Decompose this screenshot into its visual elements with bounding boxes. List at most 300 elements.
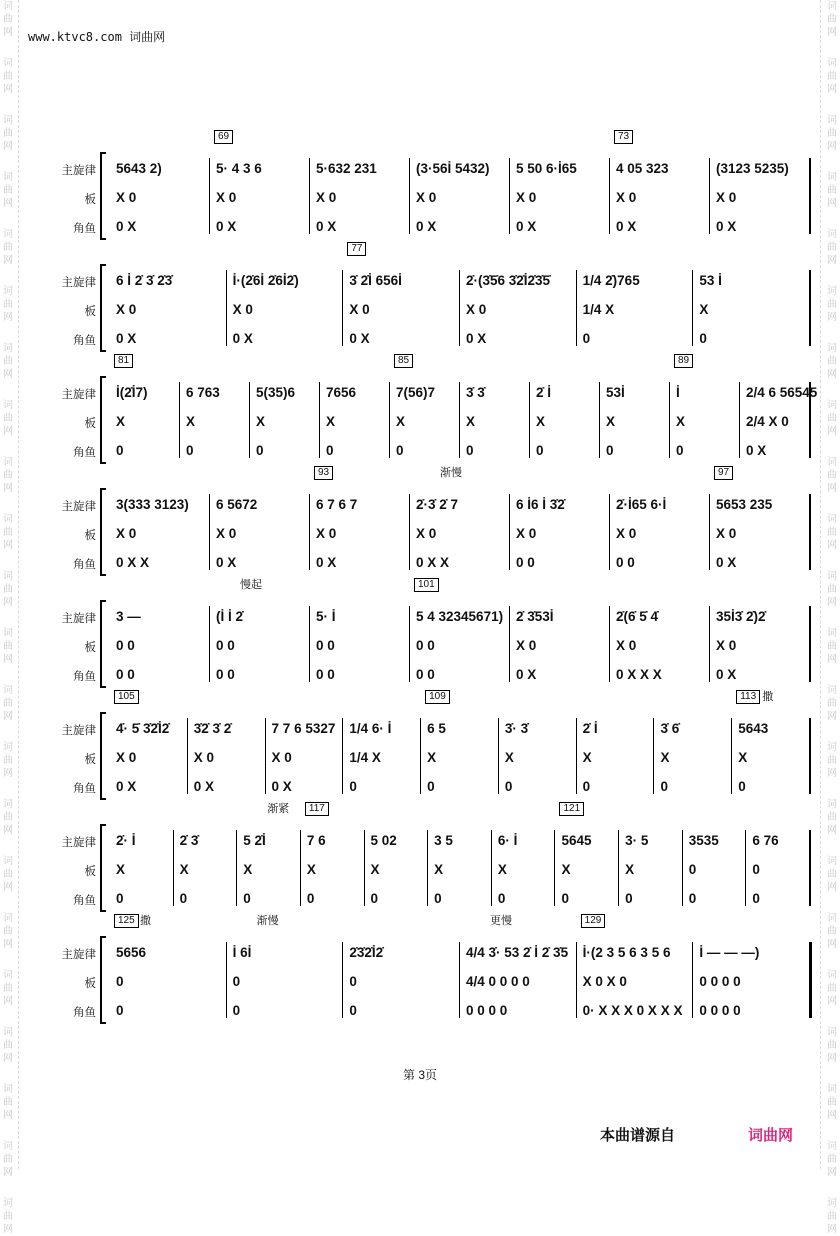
part-label: 板 xyxy=(84,866,96,878)
measure-cell: 6 7 6 7 xyxy=(316,497,358,512)
measure-cell: 4̇· 5̇ 3̇2̇İ2̇ xyxy=(116,721,170,736)
barline xyxy=(509,158,510,234)
measure-cell: 0 xyxy=(179,891,188,906)
measure-cell: 0 xyxy=(349,974,357,989)
measure-cell: 0 X xyxy=(716,667,737,682)
system-brace xyxy=(100,712,106,800)
part-label: 板 xyxy=(84,306,96,318)
measure-cell: 0 0 xyxy=(416,667,435,682)
measure-cell: (3123 5235) xyxy=(716,161,789,176)
measure-cell: X xyxy=(179,862,189,877)
measure-cell: 2̇·3̇ 2̇ 7 xyxy=(416,497,459,512)
measure-cell: X xyxy=(497,862,507,877)
measure-cell: 0 X xyxy=(316,219,337,234)
system-measures xyxy=(112,467,773,574)
part-label: 角鱼 xyxy=(73,671,96,683)
measure-cell: İ(2̇İ7) xyxy=(116,385,148,400)
measure-cell: 6 763 xyxy=(186,385,220,400)
measure-number: 109 xyxy=(425,690,450,704)
measure-cell: 7(56)7 xyxy=(396,385,436,400)
measure-cell: İ·(2 3 5 6 3 5 6 xyxy=(582,945,671,960)
measure-cell: 0 X X xyxy=(416,555,450,570)
measure-cell: 6· İ xyxy=(497,833,518,848)
measure-cell: 0 X xyxy=(271,779,292,794)
watermark-text: 词曲网 xyxy=(827,1198,837,1235)
barline xyxy=(529,382,530,458)
barline xyxy=(731,718,732,794)
measure-cell: 5643 2) xyxy=(116,161,162,176)
watermark-text: 词曲网 xyxy=(827,856,837,893)
measure-number: 89 xyxy=(674,354,693,368)
measure-cell: 3̇· 3̇ xyxy=(504,721,529,736)
watermark-text: 词曲网 xyxy=(3,685,13,722)
system-brace xyxy=(100,824,106,912)
part-label: 主旋律 xyxy=(61,949,96,961)
system-measures xyxy=(112,915,770,1022)
system-measures xyxy=(112,803,779,910)
part-label: 主旋律 xyxy=(61,501,96,513)
measure-cell: 6 5672 xyxy=(216,497,258,512)
measure-cell: 35İ3̇ 2̇)2̇ xyxy=(716,609,766,624)
watermark-text: 词曲网 xyxy=(3,58,13,95)
measure-cell: X xyxy=(116,862,126,877)
measure-cell: 0 xyxy=(434,891,442,906)
measure-cell: 0 xyxy=(660,779,668,794)
part-label: 板 xyxy=(84,194,96,206)
measure-cell: X 0 xyxy=(116,750,137,765)
measure-cell: 2̇ İ xyxy=(582,721,598,736)
measure-cell: X 0 xyxy=(349,302,370,317)
barline xyxy=(226,942,227,1018)
watermark-text: 词曲网 xyxy=(827,685,837,722)
barline xyxy=(409,494,410,570)
part-label: 角鱼 xyxy=(73,335,96,347)
measure-number: 125 xyxy=(114,914,139,928)
measure-cell: X 0 xyxy=(216,526,237,541)
watermark-text: 词曲网 xyxy=(827,514,837,551)
barline xyxy=(226,270,227,346)
measure-cell: 2̇(6̇ 5̇ 4̇ xyxy=(616,609,659,624)
measure-cell: 3(333 3123) xyxy=(116,497,189,512)
watermark-text: 词曲网 xyxy=(3,514,13,551)
measure-cell: X xyxy=(582,750,592,765)
measure-cell: 6 İ 2̇ 3̇ 2̇3̇ xyxy=(116,273,173,288)
measure-cell: X 0 xyxy=(271,750,292,765)
measure-cell: X 0 xyxy=(116,190,137,205)
measure-cell: 53İ xyxy=(606,385,625,400)
measure-number: 77 xyxy=(347,242,366,256)
part-label: 主旋律 xyxy=(61,725,96,737)
measure-cell: 0 xyxy=(688,862,697,877)
measure-cell: 6 76 xyxy=(752,833,779,848)
measure-cell: 5 2̇İ xyxy=(243,833,266,848)
system-brace xyxy=(100,936,106,1024)
measure-cell: X 0 xyxy=(516,190,537,205)
measure-cell: 0 0 xyxy=(416,638,435,653)
barline xyxy=(809,830,811,906)
barline xyxy=(709,158,710,234)
measure-cell: X xyxy=(243,862,253,877)
measure-cell: 1/4 X xyxy=(582,302,615,317)
part-label: 板 xyxy=(84,978,96,990)
page-number: 第 3页 xyxy=(402,1068,437,1082)
measure-cell: 0 0 xyxy=(216,667,235,682)
watermark-text: 词曲网 xyxy=(827,1141,837,1178)
measure-cell: 0 0 0 0 xyxy=(466,1003,508,1018)
left-watermark-strip xyxy=(0,0,16,1235)
watermark-text: 词曲网 xyxy=(827,628,837,665)
measure-cell: 0 xyxy=(582,779,591,794)
barline xyxy=(209,158,210,234)
measure-cell: 0 xyxy=(625,891,633,906)
barline xyxy=(342,270,343,346)
watermark-text: 词曲网 xyxy=(827,400,837,437)
part-label: 角鱼 xyxy=(73,895,96,907)
measure-cell: X xyxy=(256,414,266,429)
watermark-text: 词曲网 xyxy=(827,457,837,494)
system-measures xyxy=(112,579,770,686)
watermark-text: 词曲网 xyxy=(3,799,13,836)
measure-cell: (3·56İ 5432) xyxy=(416,161,490,176)
measure-cell: X xyxy=(396,414,406,429)
barline xyxy=(409,158,410,234)
barline xyxy=(669,382,670,458)
measure-cell: 0 xyxy=(396,443,404,458)
part-label: 板 xyxy=(84,754,96,766)
barline xyxy=(427,830,428,906)
measure-cell: X xyxy=(738,750,748,765)
watermark-text: 词曲网 xyxy=(3,913,13,950)
barline xyxy=(739,382,740,458)
system-brace xyxy=(100,600,106,688)
measure-cell: X 0 xyxy=(616,638,637,653)
watermark-text: 词曲网 xyxy=(3,457,13,494)
measure-cell: X xyxy=(186,414,196,429)
source-brand-link[interactable]: 词曲网 xyxy=(748,1127,794,1144)
system-measures xyxy=(112,131,789,238)
part-label: 板 xyxy=(84,418,96,430)
measure-cell: 0 xyxy=(466,443,474,458)
measure-cell: 2̇ 3̇53İ xyxy=(516,609,554,624)
measure-cell: X xyxy=(326,414,336,429)
measure-cell: 2̇· İ xyxy=(116,833,136,848)
measure-cell: 5(35)6 xyxy=(256,385,296,400)
measure-number: 117 xyxy=(305,802,329,816)
measure-cell: 0 0 xyxy=(516,555,535,570)
barline xyxy=(692,270,693,346)
watermark-text: 词曲网 xyxy=(3,115,13,152)
barline xyxy=(420,718,421,794)
part-label: 板 xyxy=(84,530,96,542)
measure-cell: X xyxy=(466,414,476,429)
watermark-text: 词曲网 xyxy=(827,343,837,380)
score-system xyxy=(50,243,770,350)
barline xyxy=(342,942,343,1018)
barline xyxy=(209,606,210,682)
part-label: 角鱼 xyxy=(73,783,96,795)
watermark-text: 词曲网 xyxy=(3,628,13,665)
tempo-mark: 更慢 xyxy=(490,915,512,927)
watermark-text: 词曲网 xyxy=(827,286,837,323)
watermark-text: 词曲网 xyxy=(827,229,837,266)
measure-cell: 0 xyxy=(349,779,357,794)
measure-cell: X 0 xyxy=(716,638,737,653)
measure-cell: 3̇ 2̇İ 656İ xyxy=(349,273,402,288)
measure-cell: 0 xyxy=(326,443,334,458)
measure-cell: X 0 xyxy=(466,302,487,317)
barline xyxy=(187,718,188,794)
measure-cell: 0 X xyxy=(716,555,737,570)
part-label: 角鱼 xyxy=(73,559,96,571)
measure-cell: 0 X xyxy=(416,219,437,234)
barline xyxy=(509,606,510,682)
measure-cell: 1/4 6· İ xyxy=(349,721,392,736)
right-dashed-rule xyxy=(820,0,821,1169)
barline xyxy=(692,942,693,1018)
part-label: 主旋律 xyxy=(61,165,96,177)
measure-cell: 0 X xyxy=(516,219,537,234)
measure-cell: 0 X xyxy=(216,555,237,570)
measure-cell: 2/4 X 0 xyxy=(746,414,789,429)
watermark-text: 词曲网 xyxy=(827,571,837,608)
barline xyxy=(236,830,237,906)
measure-cell: X 0 xyxy=(416,190,437,205)
measure-cell: X 0 xyxy=(216,190,237,205)
barline xyxy=(609,494,610,570)
measure-cell: 0 xyxy=(606,443,614,458)
measure-cell: 4 05 323 xyxy=(616,161,669,176)
measure-cell: 0 X xyxy=(193,779,215,794)
tempo-mark: 渐慢 xyxy=(256,915,279,927)
barline xyxy=(682,830,683,906)
watermark-text: 词曲网 xyxy=(827,799,837,836)
watermark-text: 词曲网 xyxy=(3,1198,13,1235)
measure-cell: X xyxy=(676,414,686,429)
measure-cell: 2/4 6 56545 xyxy=(746,385,818,400)
measure-cell: 5643 xyxy=(738,721,769,736)
score-system xyxy=(50,579,770,686)
part-label: 板 xyxy=(84,642,96,654)
measure-cell: 0 xyxy=(256,443,264,458)
measure-cell: X 0 xyxy=(316,190,337,205)
watermark-text: 词曲网 xyxy=(3,970,13,1007)
part-label: 角鱼 xyxy=(73,1007,96,1019)
score-system xyxy=(50,467,773,574)
barline xyxy=(209,494,210,570)
measure-cell: 5·632 231 xyxy=(316,161,377,176)
system-brace xyxy=(100,488,106,576)
measure-cell: 0 X xyxy=(232,331,253,346)
measure-cell: 0 X xyxy=(466,331,487,346)
measure-number: 121 xyxy=(559,802,584,816)
barline xyxy=(249,382,250,458)
barline xyxy=(709,606,710,682)
measure-cell: X 0 xyxy=(516,526,537,541)
measure-cell: 0 xyxy=(699,331,707,346)
measure-cell: 0 xyxy=(752,862,760,877)
measure-cell: 0 xyxy=(504,779,513,794)
measure-cell: 0 0 xyxy=(616,555,635,570)
watermark-text: 词曲网 xyxy=(827,172,837,209)
part-label: 主旋律 xyxy=(61,613,96,625)
measure-cell: 3̇ 6̇ xyxy=(660,721,680,736)
measure-cell: 0 0 xyxy=(216,638,235,653)
measure-cell: 0 X X xyxy=(116,555,150,570)
barline xyxy=(309,494,310,570)
system-brace xyxy=(100,376,106,464)
barline xyxy=(709,494,710,570)
measure-cell: 0 xyxy=(349,1003,357,1018)
tempo-mark: 撒 xyxy=(140,915,151,927)
measure-cell: 0 X X X xyxy=(616,667,662,682)
barline xyxy=(459,270,460,346)
measure-cell: 0 xyxy=(370,891,379,906)
watermark-text: 词曲网 xyxy=(3,172,13,209)
barline xyxy=(809,942,812,1018)
watermark-text: 词曲网 xyxy=(3,1141,13,1178)
barline xyxy=(459,942,460,1018)
measure-cell: 0 0 xyxy=(116,667,135,682)
measure-cell: X xyxy=(699,302,709,317)
measure-cell: 2̇ İ xyxy=(536,385,552,400)
measure-cell: 3̇ 3̇ xyxy=(466,385,485,400)
barline xyxy=(809,158,811,234)
measure-cell: 0 xyxy=(116,1003,124,1018)
measure-cell: 2̇3̇2̇İ2̇ xyxy=(349,945,384,960)
barline xyxy=(609,606,610,682)
barline xyxy=(618,830,619,906)
measure-cell: 0· X X X 0 X X X xyxy=(582,1003,683,1018)
measure-cell: 3· 5 xyxy=(625,833,649,848)
watermark-text: 词曲网 xyxy=(3,229,13,266)
measure-cell: X xyxy=(660,750,670,765)
measure-number: 105 xyxy=(114,690,139,704)
measure-cell: 0 xyxy=(752,891,760,906)
watermark-text: 词曲网 xyxy=(3,856,13,893)
measure-cell: 0 X xyxy=(316,555,337,570)
barline xyxy=(389,382,390,458)
measure-cell: İ — — —) xyxy=(699,945,760,960)
part-label: 主旋律 xyxy=(61,389,96,401)
barline xyxy=(491,830,492,906)
measure-cell: 0 0 xyxy=(316,667,335,682)
measure-cell: 0 X xyxy=(349,331,370,346)
watermark-text: 词曲网 xyxy=(827,1084,837,1121)
barline xyxy=(265,718,266,794)
barline xyxy=(342,718,343,794)
measure-cell: 53 İ xyxy=(699,273,722,288)
score-system xyxy=(50,131,789,238)
site-url: www.ktvc8.com 词曲网 xyxy=(28,30,166,44)
measure-cell: X xyxy=(427,750,437,765)
watermark-text: 词曲网 xyxy=(3,286,13,323)
measure-number: 85 xyxy=(394,354,413,368)
measure-cell: 0 X xyxy=(516,667,537,682)
part-label: 主旋律 xyxy=(61,277,96,289)
measure-cell: 4/4 3̇· 53 2̇ İ 2̇ 3̇5 xyxy=(466,945,569,960)
measure-cell: X 0 xyxy=(716,190,737,205)
measure-number: 69 xyxy=(214,130,233,144)
measure-number: 81 xyxy=(114,354,133,368)
measure-cell: 0 xyxy=(116,443,124,458)
measure-cell: 3 5 xyxy=(434,833,453,848)
measure-cell: X xyxy=(536,414,546,429)
barline xyxy=(599,382,600,458)
watermark-text: 词曲网 xyxy=(3,1084,13,1121)
measure-cell: X 0 X 0 xyxy=(582,974,627,989)
watermark-text: 词曲网 xyxy=(827,1027,837,1064)
barline xyxy=(173,830,174,906)
measure-cell: X 0 xyxy=(616,526,637,541)
measure-cell: 7 6 xyxy=(306,833,326,848)
measure-cell: 0 X xyxy=(616,219,637,234)
measure-cell: X 0 xyxy=(232,302,253,317)
tempo-mark: 慢起 xyxy=(240,579,262,591)
barline xyxy=(498,718,499,794)
measure-cell: X 0 xyxy=(116,302,137,317)
measure-cell: İ xyxy=(676,385,680,400)
part-label: 角鱼 xyxy=(73,447,96,459)
measure-cell: X 0 xyxy=(116,526,137,541)
measure-cell: 0 xyxy=(116,891,124,906)
barline xyxy=(653,718,654,794)
measure-cell: X 0 xyxy=(516,638,537,653)
measure-cell: 5 50 6·İ65 xyxy=(516,161,577,176)
barline xyxy=(576,942,577,1018)
score-system xyxy=(50,691,774,798)
barline xyxy=(309,606,310,682)
barline xyxy=(364,830,365,906)
barline xyxy=(309,158,310,234)
system-measures xyxy=(112,243,770,350)
measure-cell: 5 4 32345671) xyxy=(416,609,504,624)
measure-cell: 5· 4 3 6 xyxy=(216,161,262,176)
barline xyxy=(576,270,577,346)
tempo-mark: 渐慢 xyxy=(440,467,462,479)
measure-cell: 3 — xyxy=(116,609,141,624)
measure-cell: 0 xyxy=(688,891,697,906)
measure-cell: 7656 xyxy=(326,385,357,400)
system-brace xyxy=(100,152,106,240)
tempo-mark: 渐紧 xyxy=(267,803,290,815)
measure-cell: 0 xyxy=(306,891,315,906)
measure-cell: 5653 235 xyxy=(716,497,773,512)
measure-cell: 0 0 0 0 xyxy=(699,1003,741,1018)
measure-number: 93 xyxy=(314,466,333,480)
measure-cell: 5645 xyxy=(561,833,592,848)
measure-cell: 0 xyxy=(116,974,124,989)
measure-cell: 0 xyxy=(243,891,251,906)
measure-cell: 0 X xyxy=(216,219,237,234)
measure-cell: 0 xyxy=(232,1003,241,1018)
barline xyxy=(609,158,610,234)
watermark-text: 词曲网 xyxy=(3,1027,13,1064)
barline xyxy=(179,382,180,458)
barline xyxy=(509,494,510,570)
score-system xyxy=(50,803,779,910)
part-label: 主旋律 xyxy=(61,837,96,849)
measure-cell: İ·(2̇6İ 2̇6İ2̇) xyxy=(232,273,299,288)
watermark-text: 词曲网 xyxy=(827,58,837,95)
measure-cell: 0 xyxy=(497,891,506,906)
watermark-text: 词曲网 xyxy=(827,742,837,779)
measure-number: 113 xyxy=(736,690,760,704)
measure-cell: X xyxy=(116,414,126,429)
measure-cell: 0 xyxy=(561,891,569,906)
measure-cell: 2̇·(3̇5̇6 3̇2̇İ2̇3̇5̇ xyxy=(466,273,551,288)
measure-cell: X 0 xyxy=(193,750,215,765)
tempo-mark: 撒 xyxy=(762,691,774,703)
